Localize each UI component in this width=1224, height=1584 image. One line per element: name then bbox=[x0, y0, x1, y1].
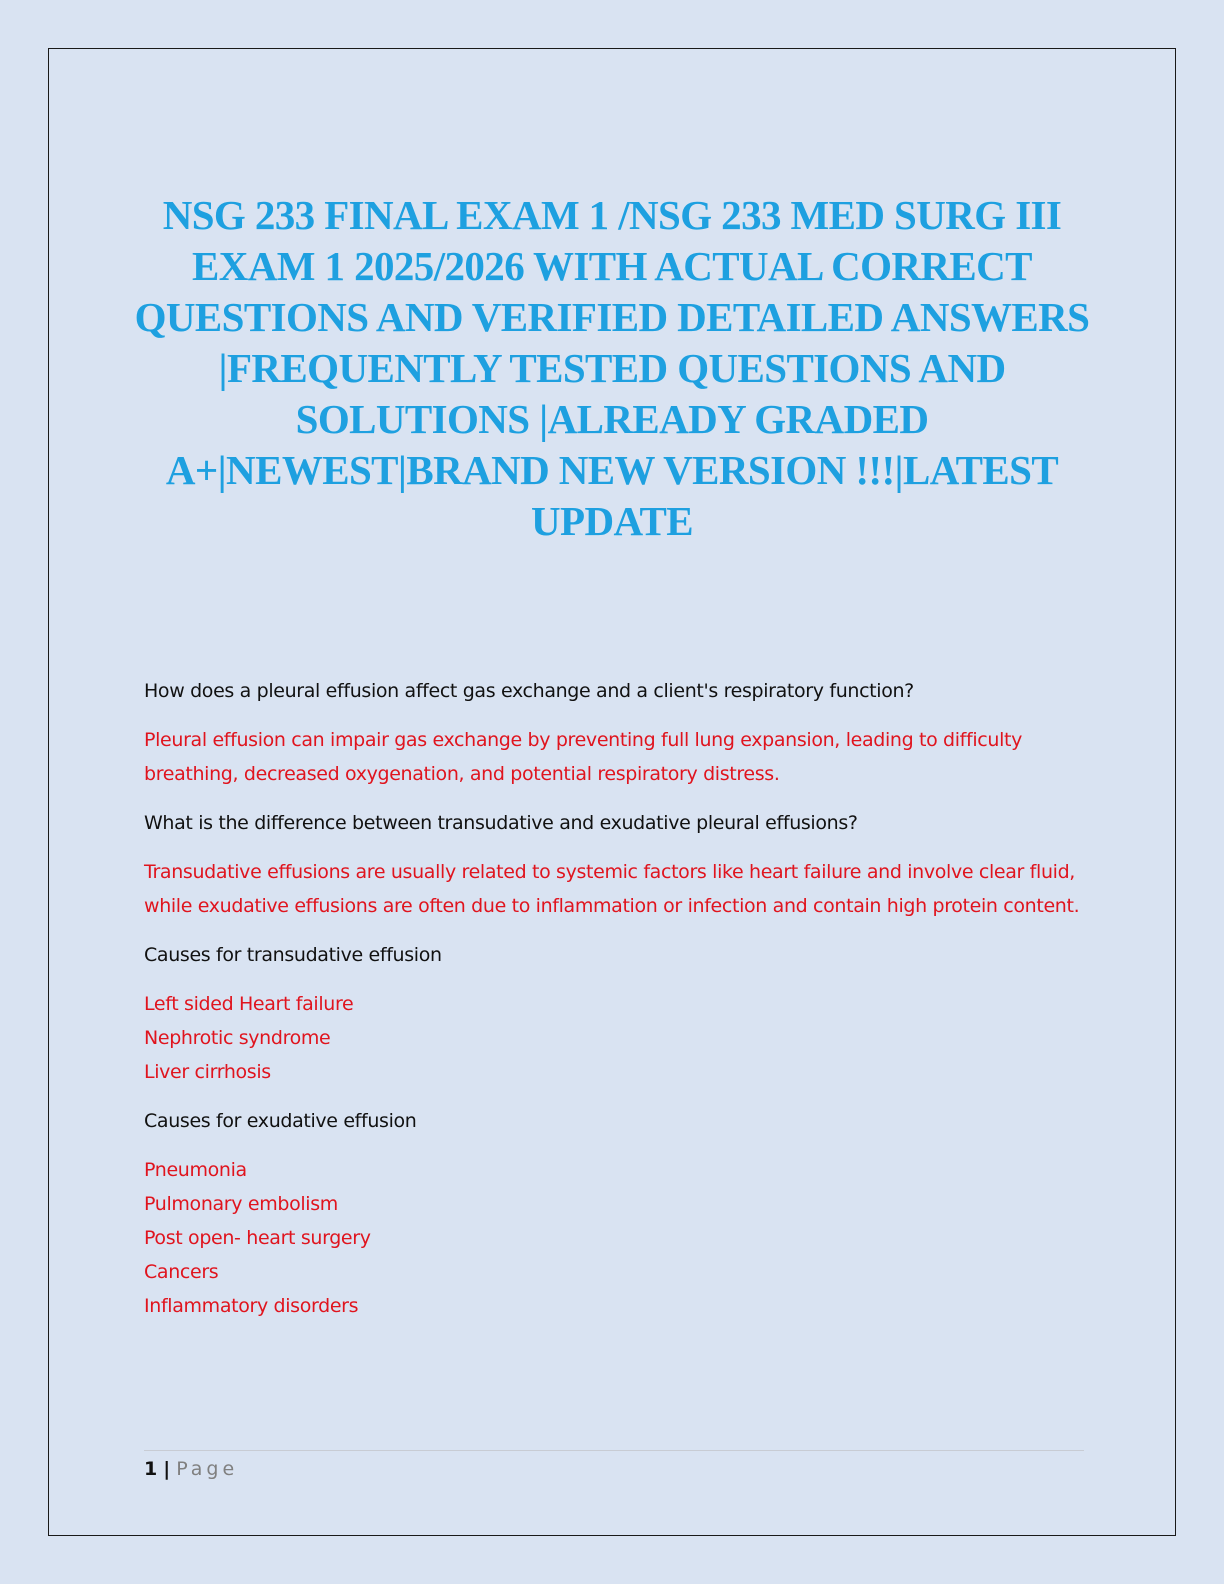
list-item: Left sided Heart failure bbox=[144, 993, 354, 1015]
exudative-causes-list bbox=[144, 1153, 1084, 1323]
answer-2: Transudative effusions are usually related to systemic factors like heart failure and involve clear fluid, while exudative effusions are often due to inflammation or infection and contain high protein content. bbox=[144, 861, 1080, 917]
list-item: Pneumonia bbox=[144, 1159, 247, 1181]
footer-divider bbox=[144, 1450, 1084, 1451]
transudative-heading: Causes for transudative effusion bbox=[144, 944, 442, 966]
list-item: Cancers bbox=[144, 1261, 219, 1283]
transudative-causes-list bbox=[144, 987, 1084, 1089]
list-item: Post open- heart surgery bbox=[144, 1227, 371, 1249]
footer-separator: | bbox=[163, 1458, 171, 1480]
list-item: Inflammatory disorders bbox=[144, 1295, 359, 1317]
page-footer bbox=[144, 1454, 238, 1484]
question-1: How does a pleural effusion affect gas exchange and a client's respiratory function? bbox=[144, 680, 914, 702]
answer-1: Pleural effusion can impair gas exchange by preventing full lung expansion, leading to difficulty breathing, decreased oxygenation, and potential respiratory distress. bbox=[144, 729, 1023, 785]
document-body bbox=[144, 674, 1084, 1338]
list-item: Nephrotic syndrome bbox=[144, 1027, 331, 1049]
list-item: Pulmonary embolism bbox=[144, 1193, 338, 1215]
question-2: What is the difference between transudative and exudative pleural effusions? bbox=[144, 812, 858, 834]
page-number: 1 bbox=[144, 1458, 158, 1480]
list-item: Liver cirrhosis bbox=[144, 1061, 271, 1083]
page-label: Page bbox=[176, 1458, 239, 1480]
document-title: NSG 233 FINAL EXAM 1 /NSG 233 MED SURG III EXAM 1 2025/2026 WITH ACTUAL CORRECT QUESTIONS AND VERIFIED DETAILED ANSWERS |FREQUENTLY TESTED QUESTIONS AND SOLUTIONS |ALREADY GRADED A+|NEWEST|BRAND NEW VERSION !!!|LATEST UPDATE bbox=[134, 192, 1090, 544]
exudative-heading: Causes for exudative effusion bbox=[144, 1110, 417, 1132]
